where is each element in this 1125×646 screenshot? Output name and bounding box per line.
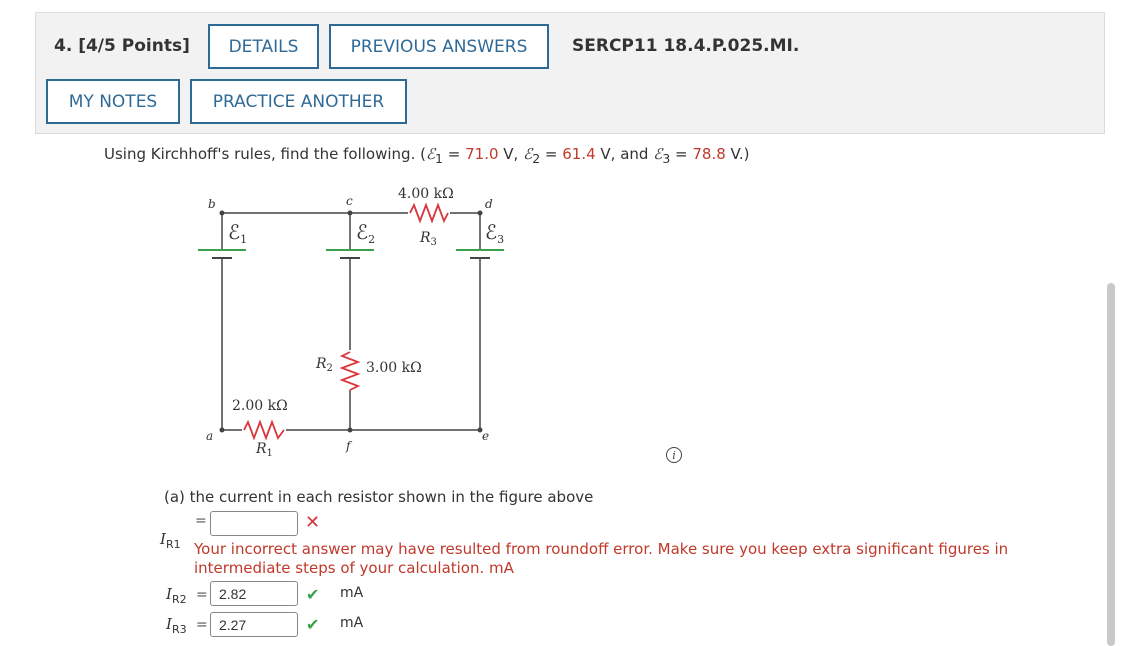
emf3-circuit-label: ℰ	[485, 220, 498, 244]
ir2-variable	[166, 585, 187, 606]
node-c-label: c	[346, 194, 353, 208]
node-f-label: f	[346, 439, 351, 453]
node-b-label: b	[208, 197, 216, 211]
ir3-answer-input[interactable]	[210, 612, 298, 637]
r1-label: R	[256, 441, 267, 457]
emf2-subscript: 2	[532, 151, 541, 166]
check-icon: ✔	[306, 585, 320, 604]
r1-value-label: 2.00 kΩ	[232, 398, 288, 414]
emf3-subscript: 3	[662, 151, 671, 166]
node-a-label: a	[206, 429, 214, 443]
part-a-prompt: (a) the current in each resistor shown in the figure above	[164, 488, 594, 506]
emf3-equals: =	[670, 145, 693, 163]
question-prompt	[104, 145, 750, 166]
svg-text:R3	[419, 230, 437, 248]
ir1-sub: R	[165, 538, 174, 551]
details-button[interactable]: DETAILS	[208, 24, 319, 69]
r3-value-label: 4.00 kΩ	[398, 186, 454, 202]
svg-text:ℰ1	[228, 220, 247, 246]
ir3-equals: =	[196, 617, 208, 633]
emf3-unit: V.)	[725, 145, 750, 163]
scrollbar[interactable]	[1107, 283, 1115, 646]
ir3-variable	[166, 615, 187, 636]
r2-value-label: 3.00 kΩ	[366, 360, 422, 376]
prompt-lead: Using Kirchhoff's rules, find the following. (	[104, 145, 426, 163]
r2-label: R	[316, 356, 327, 372]
r3-sub: 3	[430, 237, 437, 248]
ir2-answer-input[interactable]	[210, 581, 298, 606]
ir3-unit: mA	[340, 615, 364, 631]
emf1-circuit-label: ℰ	[228, 220, 241, 244]
my-notes-button[interactable]: MY NOTES	[46, 79, 180, 124]
emf2-value: 61.4	[562, 145, 596, 163]
svg-text:R1	[255, 441, 273, 459]
ir3-subsub: 3	[179, 623, 187, 636]
emf1-value: 71.0	[465, 145, 499, 163]
ir2-var: I	[166, 585, 172, 603]
previous-answers-button[interactable]: PREVIOUS ANSWERS	[329, 24, 549, 69]
r3-label: R	[420, 230, 431, 246]
ir1-feedback: Your incorrect answer may have resulted from roundoff error. Make sure you keep extra significant figures in intermediate steps of your calculation. mA	[194, 540, 1009, 577]
r2-sub: 2	[326, 363, 333, 374]
emf2-unit: V, and	[595, 145, 654, 163]
circuit-diagram	[180, 178, 540, 468]
ir2-unit: mA	[340, 585, 364, 601]
emf3-circuit-sub: 3	[497, 233, 505, 246]
ir3-sub: R	[171, 623, 180, 636]
ir1-variable	[160, 530, 181, 551]
ir1-var: I	[160, 530, 166, 548]
svg-text:ℰ2	[356, 220, 375, 246]
emf1-equals: =	[443, 145, 466, 163]
check-icon: ✔	[306, 615, 320, 634]
emf1-subscript: 1	[435, 151, 443, 166]
x-mark-icon: ✕	[305, 512, 321, 533]
ir1-equals: =	[195, 513, 207, 529]
ir1-subsub: 1	[173, 538, 181, 551]
emf1-symbol: ℰ	[425, 145, 436, 163]
ir2-sub: R	[171, 593, 180, 606]
ir2-equals: =	[196, 587, 208, 603]
emf3-symbol: ℰ	[653, 145, 663, 163]
svg-text:ℰ3	[485, 220, 504, 246]
ir1-answer-input[interactable]	[210, 511, 298, 536]
emf2-equals: =	[540, 145, 563, 163]
info-icon[interactable]: i	[666, 447, 682, 463]
question-code: SERCP11 18.4.P.025.MI.	[572, 36, 800, 56]
emf2-symbol: ℰ	[523, 145, 533, 163]
emf1-unit: V,	[498, 145, 524, 163]
emf1-circuit-sub: 1	[240, 233, 248, 246]
ir3-var: I	[166, 615, 172, 633]
node-e-label: e	[482, 429, 490, 443]
r1-sub: 1	[266, 448, 273, 459]
node-d-label: d	[485, 197, 493, 211]
practice-another-button[interactable]: PRACTICE ANOTHER	[190, 79, 407, 124]
svg-text:R2	[315, 356, 333, 374]
emf2-circuit-sub: 2	[368, 233, 376, 246]
ir2-subsub: 2	[179, 593, 187, 606]
question-title: 4. [4/5 Points]	[54, 36, 190, 56]
emf2-circuit-label: ℰ	[356, 220, 369, 244]
emf3-value: 78.8	[692, 145, 726, 163]
